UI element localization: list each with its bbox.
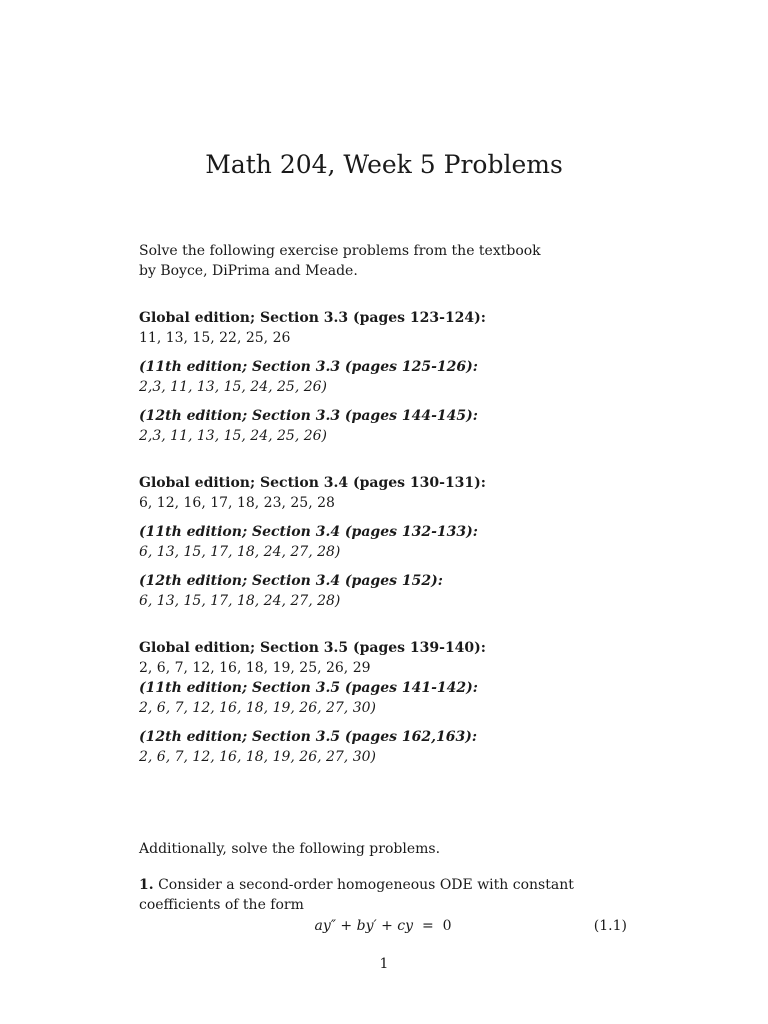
equation-1-1	[139, 916, 627, 936]
section-heading: Global edition; Section 3.3 (pages 123-124):	[139, 310, 486, 326]
section-problems: 6, 13, 15, 17, 18, 24, 27, 28)	[139, 544, 341, 560]
problem-1	[139, 875, 631, 915]
section-problems: 11, 13, 15, 22, 25, 26	[139, 330, 291, 346]
section-3-3-11th	[139, 357, 631, 397]
equation-lhs: ay″ + by′ + cy	[314, 918, 414, 934]
section-problems: 2, 6, 7, 12, 16, 18, 19, 26, 27, 30)	[139, 749, 376, 765]
section-3-4-11th	[139, 522, 631, 562]
problem-list	[139, 241, 631, 767]
section-problems: 2,3, 11, 13, 15, 24, 25, 26)	[139, 379, 328, 395]
section-heading: (11th edition; Section 3.3 (pages 125-126):	[139, 359, 478, 375]
equation-body	[139, 916, 627, 936]
section-heading: (12th edition; Section 3.5 (pages 162,163):	[139, 729, 477, 745]
section-3-3-12th	[139, 406, 631, 446]
equation-rhs: 0	[442, 918, 452, 934]
section-problems: 6, 12, 16, 17, 18, 23, 25, 28	[139, 495, 335, 511]
section-problems: 6, 13, 15, 17, 18, 24, 27, 28)	[139, 593, 341, 609]
section-3-5-11th	[139, 678, 631, 718]
section-heading: (11th edition; Section 3.5 (pages 141-142):	[139, 680, 478, 696]
section-problems: 2,3, 11, 13, 15, 24, 25, 26)	[139, 428, 328, 444]
section-heading: (11th edition; Section 3.4 (pages 132-133):	[139, 524, 478, 540]
intro-paragraph	[139, 241, 631, 281]
equation-number: (1.1)	[593, 918, 627, 934]
section-3-4-global	[139, 473, 631, 513]
section-3-5-global	[139, 638, 631, 678]
page-number: 1	[379, 956, 389, 972]
problem-text: Consider a second-order homogeneous ODE with constant coefficients of the form	[139, 877, 574, 913]
section-heading: (12th edition; Section 3.4 (pages 152):	[139, 573, 443, 589]
section-3-3-global	[139, 308, 631, 348]
section-problems: 2, 6, 7, 12, 16, 18, 19, 26, 27, 30)	[139, 700, 376, 716]
section-problems: 2, 6, 7, 12, 16, 18, 19, 25, 26, 29	[139, 660, 371, 676]
intro-line-2: by Boyce, DiPrima and Meade.	[139, 263, 358, 279]
section-heading: Global edition; Section 3.5 (pages 139-140):	[139, 640, 486, 656]
section-heading: Global edition; Section 3.4 (pages 130-131):	[139, 475, 486, 491]
intro-line-1: Solve the following exercise problems from the textbook	[139, 243, 541, 259]
section-3-5-12th	[139, 727, 631, 767]
section-heading: (12th edition; Section 3.3 (pages 144-145):	[139, 408, 478, 424]
equation-equals: =	[421, 918, 434, 934]
problem-number: 1.	[139, 877, 154, 893]
section-3-4-12th	[139, 571, 631, 611]
additional-problems-intro: Additionally, solve the following problems.	[139, 841, 441, 857]
page-title: Math 204, Week 5 Problems	[205, 150, 563, 179]
